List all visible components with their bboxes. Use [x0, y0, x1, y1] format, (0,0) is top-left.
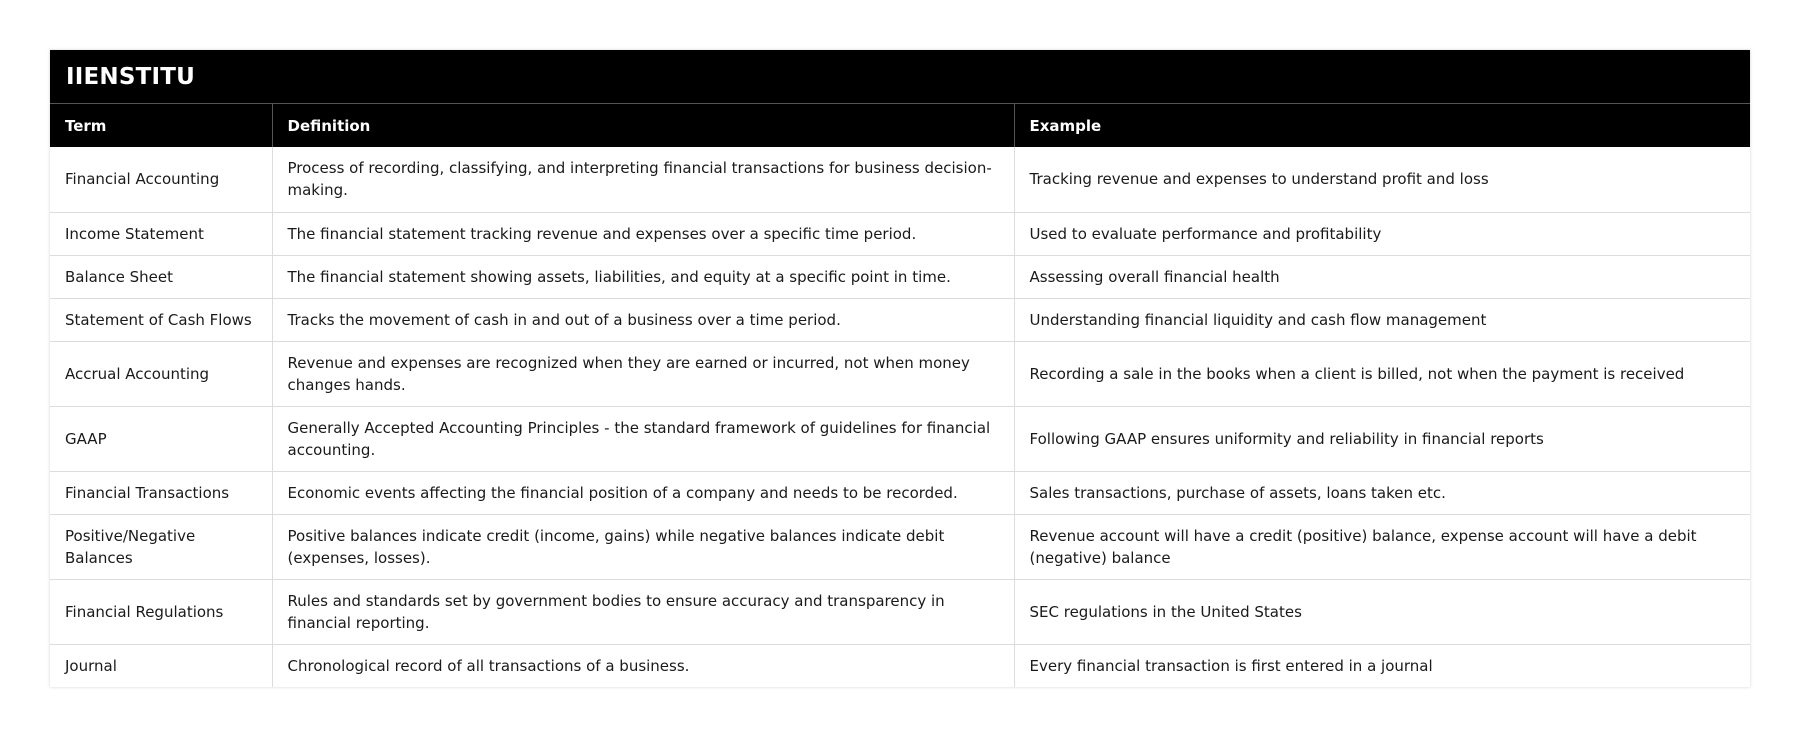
table-row: [50, 298, 1750, 341]
table-row: [50, 406, 1750, 471]
table-row: [50, 644, 1750, 687]
term-cell: Financial Transactions: [50, 471, 272, 514]
example-cell: Used to evaluate performance and profitability: [1014, 212, 1750, 255]
term-cell: Statement of Cash Flows: [50, 298, 272, 341]
table-row: [50, 255, 1750, 298]
glossary-table: [50, 104, 1750, 687]
definition-cell: Generally Accepted Accounting Principles - the standard framework of guidelines for financial accounting.: [272, 406, 1014, 471]
term-cell: GAAP: [50, 406, 272, 471]
example-cell: Every financial transaction is first entered in a journal: [1029, 656, 1433, 675]
example-cell: Revenue account will have a credit (positive) balance, expense account will have a debit (negative) balance: [1014, 514, 1750, 579]
glossary-card: [50, 50, 1750, 687]
definition-cell: Process of recording, classifying, and interpreting financial transactions for business decision-making.: [272, 147, 1014, 212]
table-row: [50, 471, 1750, 514]
term-cell: Financial Regulations: [50, 579, 272, 644]
example-cell: Understanding financial liquidity and cash flow management: [1014, 298, 1750, 341]
term-cell: Income Statement: [50, 212, 272, 255]
definition-cell: Economic events affecting the financial position of a company and needs to be recorded.: [272, 471, 1014, 514]
term-cell: Journal: [50, 644, 272, 687]
table-row: [50, 147, 1750, 212]
column-header-definition: Definition: [272, 104, 1014, 147]
brand-title: IIENSTITU: [50, 50, 1750, 104]
table-row: [50, 341, 1750, 406]
table-header-row: [50, 104, 1750, 147]
term-cell: Financial Accounting: [50, 147, 272, 212]
example-cell: SEC regulations in the United States: [1014, 579, 1750, 644]
example-cell: Recording a sale in the books when a client is billed, not when the payment is received: [1014, 341, 1750, 406]
example-cell: Tracking revenue and expenses to understand profit and loss: [1014, 147, 1750, 212]
definition-cell: Tracks the movement of cash in and out of a business over a time period.: [272, 298, 1014, 341]
term-cell: Balance Sheet: [50, 255, 272, 298]
definition-cell: Chronological record of all transactions of a business.: [272, 644, 1014, 687]
term-cell: Accrual Accounting: [50, 341, 272, 406]
definition-cell: Rules and standards set by government bodies to ensure accuracy and transparency in financial reporting.: [272, 579, 1014, 644]
column-header-example: Example: [1014, 104, 1750, 147]
definition-cell: Revenue and expenses are recognized when they are earned or incurred, not when money changes hands.: [272, 341, 1014, 406]
table-row: [50, 514, 1750, 579]
example-cell: Assessing overall financial health: [1014, 255, 1750, 298]
term-cell: Positive/Negative Balances: [50, 514, 272, 579]
definition-cell: The financial statement tracking revenue and expenses over a specific time period.: [272, 212, 1014, 255]
table-row: [50, 212, 1750, 255]
example-cell: Following GAAP ensures uniformity and reliability in financial reports: [1014, 406, 1750, 471]
example-cell: Sales transactions, purchase of assets, loans taken etc.: [1014, 471, 1750, 514]
column-header-term: Term: [50, 104, 272, 147]
definition-cell: Positive balances indicate credit (income, gains) while negative balances indicate debit (expenses, losses).: [272, 514, 1014, 579]
table-row: [50, 579, 1750, 644]
definition-cell: The financial statement showing assets, liabilities, and equity at a specific point in time.: [272, 255, 1014, 298]
